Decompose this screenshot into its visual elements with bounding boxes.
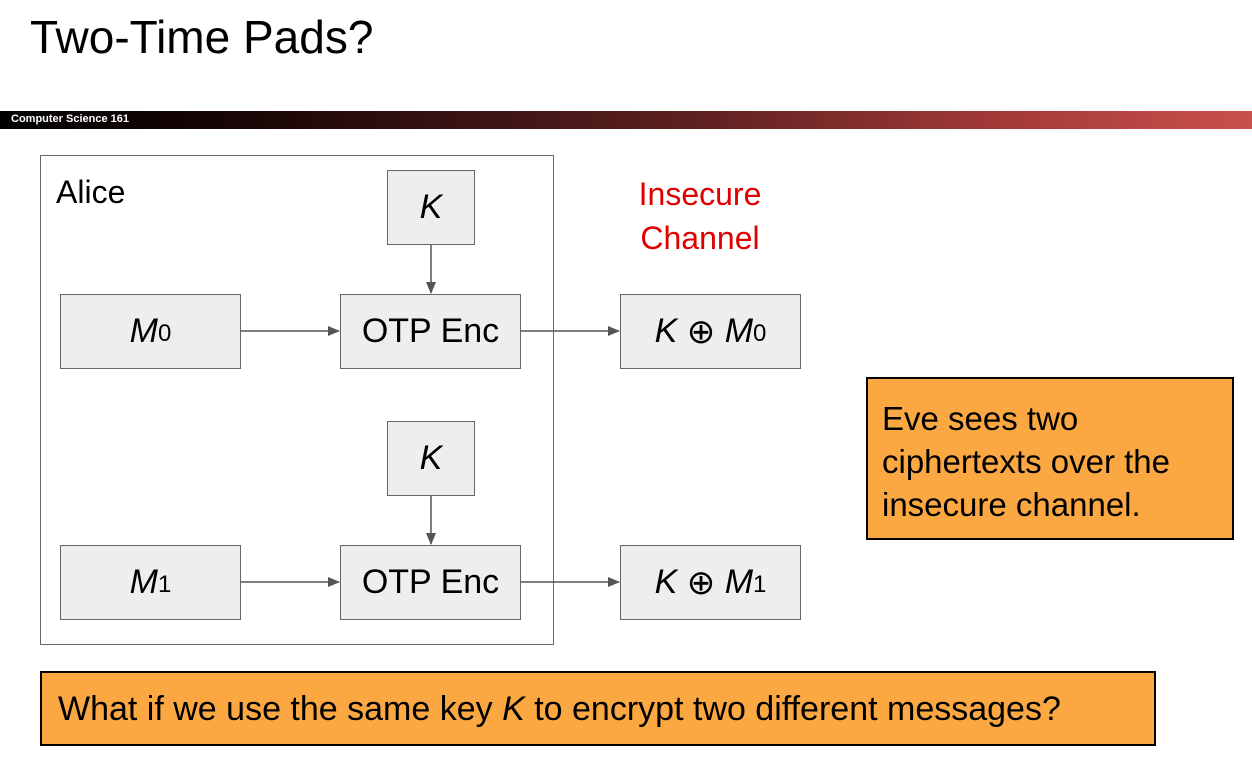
question-key: K bbox=[502, 690, 525, 728]
otp-enc-label-1: OTP Enc bbox=[361, 563, 500, 601]
message-sub-0: 0 bbox=[157, 319, 172, 347]
ciphertext-msg-1: M bbox=[724, 563, 754, 601]
key-box-1 bbox=[387, 421, 475, 496]
channel-label-line1: Insecure bbox=[638, 176, 762, 212]
ciphertext-box-1 bbox=[620, 545, 801, 620]
alice-label: Alice bbox=[56, 174, 126, 210]
question-text-after: to encrypt two different messages? bbox=[524, 690, 1061, 728]
message-box-1 bbox=[60, 545, 241, 620]
key-label-0: K bbox=[419, 188, 443, 226]
slide-title: Two-Time Pads? bbox=[30, 11, 374, 63]
otp-enc-label-0: OTP Enc bbox=[361, 312, 500, 350]
message-box-0 bbox=[60, 294, 241, 369]
ciphertext-sub-1: 1 bbox=[753, 570, 767, 598]
ciphertext-box-0 bbox=[620, 294, 801, 369]
ciphertext-key-0: K bbox=[654, 312, 678, 350]
eve-line-2: ciphertexts over the bbox=[882, 443, 1170, 480]
otp-enc-box-0 bbox=[340, 294, 521, 369]
eve-line-1: Eve sees two bbox=[882, 400, 1079, 437]
ciphertext-msg-0: M bbox=[724, 312, 754, 350]
key-box-0 bbox=[387, 170, 475, 245]
eve-line-3: insecure channel. bbox=[882, 486, 1141, 523]
question-text-before: What if we use the same key bbox=[58, 690, 503, 728]
message-sub-1: 1 bbox=[157, 570, 172, 598]
message-var-1: M bbox=[129, 563, 158, 601]
xor-icon: ⊕ bbox=[686, 312, 716, 351]
xor-icon: ⊕ bbox=[686, 563, 716, 602]
course-label: Computer Science 161 bbox=[11, 113, 129, 125]
question-callout bbox=[40, 671, 1156, 746]
channel-label-line2: Channel bbox=[640, 220, 760, 256]
insecure-channel-label bbox=[600, 172, 800, 260]
key-label-1: K bbox=[419, 439, 443, 477]
eve-callout bbox=[866, 377, 1234, 540]
ciphertext-key-1: K bbox=[654, 563, 678, 601]
otp-enc-box-1 bbox=[340, 545, 521, 620]
message-var-0: M bbox=[129, 312, 158, 350]
ciphertext-sub-0: 0 bbox=[753, 319, 767, 347]
